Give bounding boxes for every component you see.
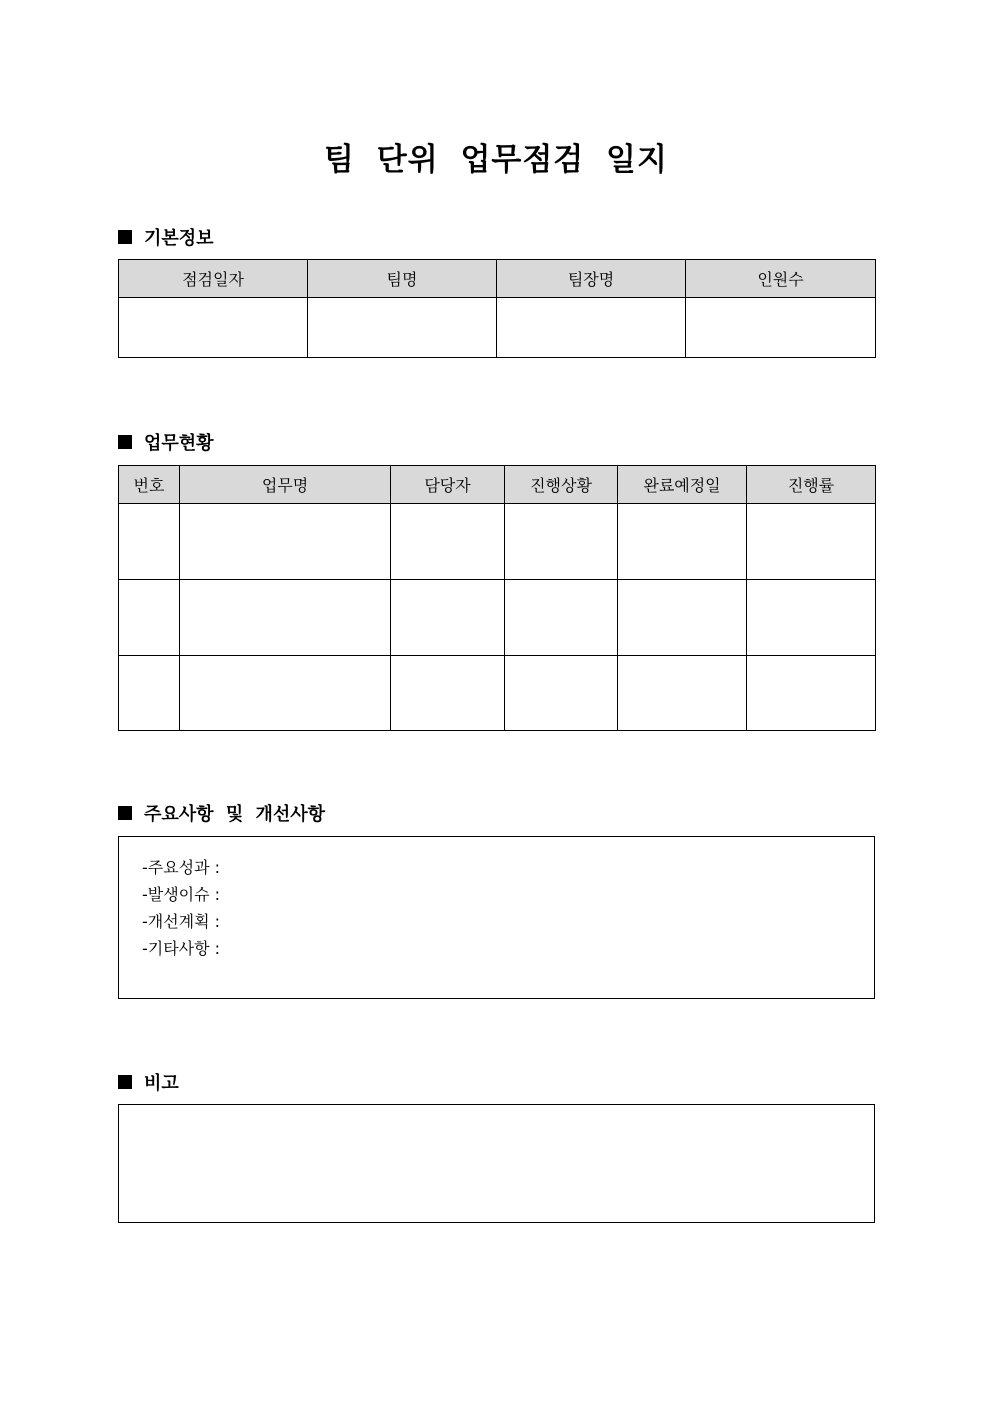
task-name-cell[interactable] [180, 656, 391, 731]
table-row [119, 580, 876, 656]
remarks-box[interactable] [118, 1104, 875, 1223]
header-progress-status: 진행상황 [505, 466, 618, 504]
number-cell[interactable] [119, 580, 180, 656]
section-heading-basic-info [118, 224, 214, 250]
progress-status-cell[interactable] [505, 580, 618, 656]
progress-rate-cell[interactable] [747, 504, 876, 580]
due-date-cell[interactable] [618, 580, 747, 656]
section-heading-label: 비고 [144, 1073, 179, 1094]
header-team-leader: 팀장명 [497, 260, 686, 298]
square-bullet-icon [118, 806, 132, 820]
work-status-table [118, 465, 876, 731]
headcount-cell[interactable] [686, 298, 876, 358]
table-row [119, 504, 876, 580]
number-cell[interactable] [119, 504, 180, 580]
team-name-cell[interactable] [308, 298, 497, 358]
section-heading-key-items [118, 800, 325, 826]
other-items-line: -기타사항 : [142, 939, 221, 958]
due-date-cell[interactable] [618, 504, 747, 580]
inspection-date-cell[interactable] [119, 298, 308, 358]
square-bullet-icon [118, 230, 132, 244]
improvement-plan-line: -개선계획 : [142, 912, 221, 931]
section-heading-label: 기본정보 [144, 228, 214, 249]
header-inspection-date: 점검일자 [119, 260, 308, 298]
assignee-cell[interactable] [391, 580, 505, 656]
issues-line: -발생이슈 : [142, 885, 221, 904]
task-name-cell[interactable] [180, 504, 391, 580]
table-header-row [119, 466, 876, 504]
square-bullet-icon [118, 1075, 132, 1089]
basic-info-table [118, 259, 876, 358]
header-headcount: 인원수 [686, 260, 876, 298]
due-date-cell[interactable] [618, 656, 747, 731]
section-heading-work-status [118, 429, 214, 455]
assignee-cell[interactable] [391, 656, 505, 731]
page-title: 팀 단위 업무점검 일지 [324, 142, 668, 178]
section-heading-label: 주요사항 및 개선사항 [144, 804, 326, 825]
section-heading-remarks [118, 1069, 179, 1095]
table-row [119, 298, 876, 358]
header-task-name: 업무명 [180, 466, 391, 504]
progress-rate-cell[interactable] [747, 580, 876, 656]
section-heading-label: 업무현황 [144, 433, 214, 454]
progress-status-cell[interactable] [505, 656, 618, 731]
progress-rate-cell[interactable] [747, 656, 876, 731]
team-leader-cell[interactable] [497, 298, 686, 358]
progress-status-cell[interactable] [505, 504, 618, 580]
header-assignee: 담당자 [391, 466, 505, 504]
header-progress-rate: 진행률 [747, 466, 876, 504]
header-team-name: 팀명 [308, 260, 497, 298]
header-due-date: 완료예정일 [618, 466, 747, 504]
key-items-list [119, 837, 874, 962]
task-name-cell[interactable] [180, 580, 391, 656]
square-bullet-icon [118, 435, 132, 449]
assignee-cell[interactable] [391, 504, 505, 580]
key-achievements-line: -주요성과 : [142, 858, 221, 877]
table-row [119, 656, 876, 731]
table-header-row [119, 260, 876, 298]
header-number: 번호 [119, 466, 180, 504]
key-items-box[interactable] [118, 836, 875, 999]
number-cell[interactable] [119, 656, 180, 731]
